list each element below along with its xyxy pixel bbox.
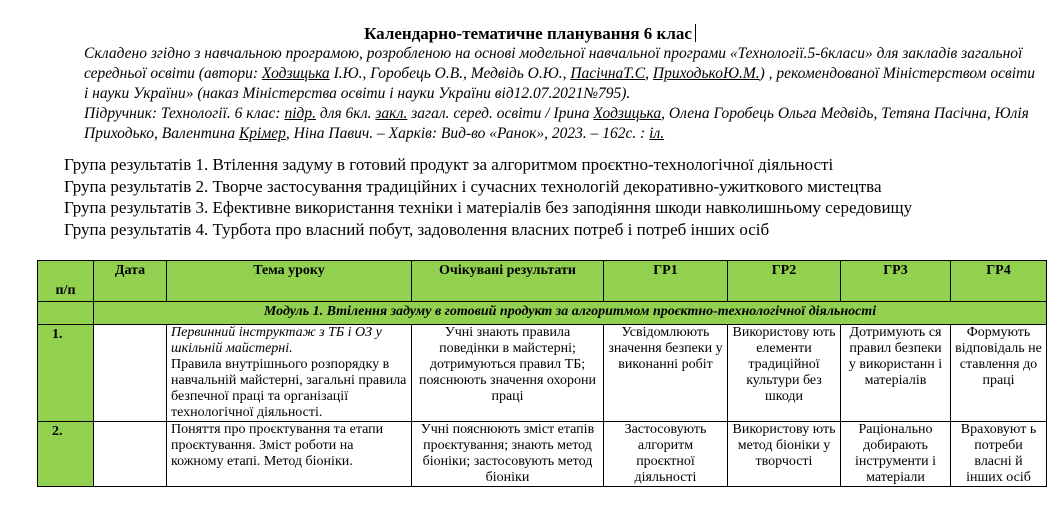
intro-block <box>36 44 1036 144</box>
header-gr2: ГР2 <box>728 261 841 302</box>
row-date <box>94 422 167 487</box>
planning-table <box>37 260 1047 487</box>
header-gr1: ГР1 <box>604 261 728 302</box>
header-num: п/п <box>38 261 94 302</box>
row-date <box>94 325 167 422</box>
row-gr2: Використову ють метод біоніки у творчості <box>728 422 841 487</box>
text-cursor <box>695 24 696 42</box>
row-topic-text: Правила внутрішнього розпорядку в навчальній майстерні, загальні правила безпечної праці та організації технологічної діяльності. <box>171 357 407 420</box>
row-topic-text: Поняття про проєктування та етапи проєктування. Зміст роботи на кожному етапі. Метод біоніки. <box>171 422 384 469</box>
row-topic <box>167 325 412 422</box>
row-num: 2. <box>38 422 94 487</box>
row-gr1: Застосовують алгоритм проєктної діяльності <box>604 422 728 487</box>
row-gr4: Формують відповідаль не ставлення до праці <box>951 325 1047 422</box>
result-group-4: Група результатів 4. Турбота про власний побут, задоволення власних потреб і потреб інших осіб <box>64 219 770 239</box>
row-num: 1. <box>38 325 94 422</box>
row-results: Учні пояснюють зміст етапів проєктування; знають метод біоніки; застосовують метод біоніки <box>412 422 604 487</box>
table-row <box>38 422 1047 487</box>
intro-paragraph-program: Складено згідно з навчальною програмою, розробленою на основі модельної навчальної програми «Технології.5-6класи» для закладів загальної середньої освіти (автори: Ходзицька І.Ю., Горобець О.В., Медвідь О.Ю., ПасічнаТ.С, ПриходькоЮ.М.) , рекомендованої Міністерством освіти і науки України» (наказ Міністерства освіти і науки України від12.07.2021№795). <box>84 45 1035 102</box>
row-gr3: Раціонально добирають інструменти і матеріали <box>841 422 951 487</box>
row-results: Учні знають правила поведінки в майстерні; дотримуються правил ТБ; пояснюють значення охорони праці <box>412 325 604 422</box>
row-gr3: Дотримують ся правил безпеки у використанн і матеріалів <box>841 325 951 422</box>
result-groups-list <box>64 154 1054 240</box>
module-num-cell <box>38 302 94 325</box>
table-header-row <box>38 261 1047 302</box>
page-title: Календарно-тематичне планування 6 клас <box>0 24 1060 44</box>
row-gr1: Усвідомлюють значення безпеки у виконанні робіт <box>604 325 728 422</box>
result-group-3: Група результатів 3. Ефективне використання техніки і матеріалів без заподіяння шкоди навколишньому середовищу <box>64 198 913 217</box>
module-title: Модуль 1. Втілення задуму в готовий продукт за алгоритмом проєктно-технологічної діяльності <box>94 302 1047 325</box>
header-date: Дата <box>94 261 167 302</box>
row-gr2: Використову ють елементи традиційної культури без шкоди <box>728 325 841 422</box>
header-gr4: ГР4 <box>951 261 1047 302</box>
header-results: Очікувані результати <box>412 261 604 302</box>
header-gr3: ГР3 <box>841 261 951 302</box>
module-row <box>38 302 1047 325</box>
row-topic <box>167 422 412 487</box>
intro-paragraph-textbook: Підручник: Технології. 6 клас: підр. для 6кл. закл. загал. серед. освіти / Ірина Ходзицька, Олена Горобець Ольга Медвідь, Тетяна Пасічна, Юлія Приходько, Валентина Крімер, Ніна Павич. – Харків: Вид-во «Ранок», 2023. – 162с. : іл. <box>84 105 1029 142</box>
row-topic-italic: Первинний інструктаж з ТБ і ОЗ у шкільній майстерні. <box>171 325 382 356</box>
result-group-1: Група результатів 1. Втілення задуму в готовий продукт за алгоритмом проєктно-технологічної діяльності <box>64 155 834 174</box>
result-group-2: Група результатів 2. Творче застосування традиційних і сучасних технологій декоративно-ужиткового мистецтва <box>64 176 882 196</box>
row-gr4: Враховуют ь потреби власні й інших осіб <box>951 422 1047 487</box>
header-topic: Тема уроку <box>167 261 412 302</box>
table-row <box>38 325 1047 422</box>
